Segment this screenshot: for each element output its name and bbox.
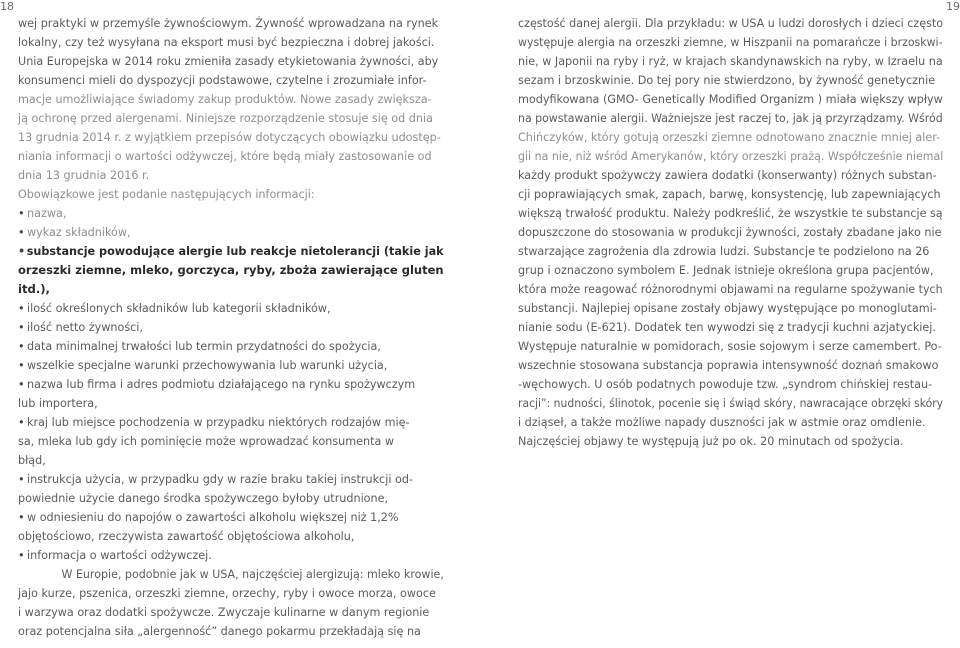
text-line: [18, 584, 444, 603]
line-text: Unia Europejska w 2014 roku zmieniła zasady etykietowania żywności, aby: [18, 55, 439, 68]
bullet-icon: •: [18, 321, 25, 334]
line-text: grup i oznaczono symbolem E. Jednak istnieje określona grupa pacjentów,: [518, 264, 934, 277]
line-text: substancje powodujące alergie lub reakcje nietolerancji (takie jak: [26, 244, 444, 258]
text-line: [18, 394, 444, 413]
text-line: [18, 71, 444, 90]
text-line: [518, 413, 943, 432]
line-text: dnia 13 grudnia 2016 r.: [18, 169, 150, 182]
line-text: Obowiązkowe jest podanie następujących informacji:: [18, 188, 315, 201]
text-line: [18, 185, 444, 204]
text-line: [18, 318, 444, 337]
line-text: ją ochronę przed alergenami. Niniejsze rozporządzenie stosuje się od dnia: [18, 112, 433, 125]
text-line: [518, 33, 943, 52]
line-text: powiednie użycie danego środka spożywczego byłoby utrudnione,: [18, 492, 389, 505]
line-text: która może reagować różnorodnymi objawami na regularne spożywanie tych: [518, 283, 943, 296]
right-text-column: [518, 14, 943, 451]
text-line: [18, 432, 444, 451]
text-line: [18, 546, 444, 565]
line-text: ilość określonych składników lub kategorii składników,: [27, 302, 331, 315]
bullet-icon: •: [18, 359, 25, 372]
line-text: 13 grudnia 2014 r. z wyjątkiem przepisów dotyczących obowiązku udostęp-: [18, 131, 441, 144]
line-text: sa, mleka lub gdy ich pominięcie może wprowadzać konsumenta w: [18, 435, 395, 448]
line-text: orzeszki ziemne, mleko, gorczyca, ryby, zboża zawierające gluten: [18, 263, 444, 277]
bullet-icon: •: [18, 207, 25, 220]
line-text: nazwa,: [27, 207, 67, 220]
line-text: Chińczyków, który gotują orzeszki ziemne odnotowano znacznie mniej aler-: [518, 131, 941, 144]
text-line: [518, 223, 943, 242]
line-text: modyfikowana (GMO- Genetically Modified Organizm ) miała większy wpływ: [518, 93, 943, 106]
line-text: częstość danej alergii. Dla przykładu: w USA u ludzi dorosłych i dzieci często: [518, 17, 944, 30]
page-number-left: 18: [0, 0, 14, 13]
bullet-icon: •: [18, 549, 25, 562]
line-text: każdy produkt spożywczy zawiera dodatki (konserwanty) różnych substan-: [518, 169, 937, 182]
text-line: [18, 470, 444, 489]
bullet-icon: •: [18, 340, 25, 353]
line-text: lokalny, czy też wysyłana na eksport musi być bezpieczna i dobrej jakości.: [18, 36, 435, 49]
text-line: [518, 299, 943, 318]
text-line: [518, 147, 944, 166]
line-text: błąd,: [18, 454, 46, 467]
text-line: [518, 280, 943, 299]
text-line: [518, 375, 943, 394]
text-line: [518, 109, 943, 128]
line-text: lub importera,: [18, 397, 98, 410]
line-text: racji”: nudności, ślinotok, pocenie się i świąd skóry, nawracające obrzęki skóry: [518, 397, 944, 410]
text-line: [18, 109, 444, 128]
page-number-right: 19: [946, 0, 960, 13]
line-text: w odniesieniu do napojów o zawartości alkoholu większej niż 1,2%: [27, 511, 399, 524]
line-text: jajo kurze, pszenica, orzeszki ziemne, orzechy, ryby i owoce morza, owoce: [18, 587, 436, 600]
bullet-icon: •: [18, 473, 25, 486]
text-line: [518, 261, 943, 280]
text-line: [518, 52, 943, 71]
text-line: [18, 622, 444, 641]
text-line: [18, 508, 444, 527]
line-text: dopuszczone do stosowania w produkcji żywności, zostały zbadane jako nie: [518, 226, 942, 239]
text-line: [18, 603, 444, 622]
text-line: [18, 375, 444, 394]
text-line: [18, 147, 444, 166]
line-text: oraz potencjalna siła „alergenność” danego pokarmu przekładają się na: [18, 625, 421, 638]
line-text: kraj lub miejsce pochodzenia w przypadku niektórych rodzajów mię-: [27, 416, 410, 429]
text-line: [18, 166, 444, 185]
text-line: [18, 14, 444, 33]
text-line: [18, 489, 444, 508]
text-line: [18, 128, 444, 147]
line-text: większą trwałość produktu. Należy podkreślić, że wszystkie te substancje są: [518, 207, 943, 220]
line-text: -węchowych. U osób podatnych powoduje tzw. „syndrom chińskiej restau-: [518, 378, 933, 391]
line-text: i warzywa oraz dodatki spożywcze. Zwyczaje kulinarne w danym regionie: [18, 606, 430, 619]
text-line: [518, 432, 943, 451]
text-line: [18, 413, 444, 432]
bullet-icon: •: [18, 416, 25, 429]
bullet-icon: •: [18, 378, 25, 391]
line-text: niania informacji o wartości odżywczej, które będą miały zastosowanie od: [18, 150, 432, 163]
text-line: [518, 185, 943, 204]
text-line: [518, 71, 943, 90]
text-line: [18, 565, 444, 584]
text-line: [18, 33, 444, 52]
text-line: [518, 394, 944, 413]
line-text: występuje alergia na orzeszki ziemne, w Hiszpanii na pomarańcze i brzoskwi-: [518, 36, 943, 49]
line-text: cji poprawiających smak, zapach, barwę, konsystencję, lub zapewniających: [518, 188, 941, 201]
text-line: [518, 14, 944, 33]
text-line: [518, 318, 943, 337]
line-text: Występuje naturalnie w pomidorach, sosie sojowym i serze camembert. Po-: [518, 340, 942, 353]
line-text: ilość netto żywności,: [27, 321, 143, 334]
text-line: [18, 204, 444, 223]
line-text: W Europie, podobnie jak w USA, najczęściej alergizują: mleko krowie,: [61, 568, 444, 581]
bullet-icon: •: [18, 244, 26, 258]
line-text: substancji. Najlepiej opisane zostały objawy występujące po monoglutami-: [518, 302, 937, 315]
line-text: wszechnie stosowana substancja poprawia intensywność doznań smakowo: [518, 359, 939, 372]
text-line: [18, 90, 444, 109]
line-text: wykaz składników,: [27, 226, 131, 239]
text-line: [518, 242, 943, 261]
bullet-icon: •: [18, 226, 25, 239]
text-line: [18, 356, 444, 375]
line-text: informacja o wartości odżywczej.: [27, 549, 212, 562]
line-text: wej praktyki w przemyśle żywnościowym. Żywność wprowadzana na rynek: [18, 17, 439, 30]
line-text: itd.),: [18, 282, 50, 296]
text-line: [18, 280, 444, 299]
line-text: objętościowo, rzeczywista zawartość objętościowa alkoholu,: [18, 530, 355, 543]
text-line: [18, 299, 444, 318]
line-text: gii na nie, niż wśród Amerykanów, który orzeszki prażą. Współcześnie niemal: [518, 150, 944, 163]
text-line: [18, 242, 444, 261]
line-text: data minimalnej trwałości lub termin przydatności do spożycia,: [27, 340, 381, 353]
line-text: stwarzające zagrożenia dla zdrowia ludzi. Substancje te podzielono na 26: [518, 245, 930, 258]
text-line: [18, 261, 444, 280]
text-line: [18, 527, 444, 546]
line-text: nie, w Japonii na ryby i ryż, w krajach skandynawskich na ryby, w Izraelu na: [518, 55, 943, 68]
line-text: na powstawanie alergii. Ważniejsze jest raczej to, jak ją przyrządzamy. Wśród: [518, 112, 943, 125]
text-line: [18, 52, 444, 71]
text-line: [518, 128, 943, 147]
line-text: macje umożliwiające świadomy zakup produktów. Nowe zasady zwiększa-: [18, 93, 432, 106]
text-line: [518, 356, 943, 375]
bullet-icon: •: [18, 302, 25, 315]
line-text: nianie sodu (E-621). Dodatek ten wywodzi się z tradycji kuchni azjatyckiej.: [518, 321, 936, 334]
line-text: nazwa lub firma i adres podmiotu działającego na rynku spożywczym: [27, 378, 416, 391]
line-text: i dziąseł, a także możliwe napady duszności jak w astmie oraz omdlenie.: [518, 416, 926, 429]
text-line: [18, 223, 444, 242]
line-text: Najczęściej objawy te występują już po ok. 20 minutach od spożycia.: [518, 435, 904, 448]
line-text: wszelkie specjalne warunki przechowywania lub warunki użycia,: [27, 359, 388, 372]
line-text: sezam i brzoskwinie. Do tej pory nie stwierdzono, by żywność genetycznie: [518, 74, 936, 87]
text-line: [18, 337, 444, 356]
bullet-icon: •: [18, 511, 25, 524]
text-line: [518, 166, 943, 185]
text-line: [518, 204, 941, 223]
text-line: [518, 337, 943, 356]
left-text-column: [18, 14, 444, 641]
line-text: instrukcja użycia, w przypadku gdy w razie braku takiej instrukcji od-: [27, 473, 413, 486]
line-text: konsumenci mieli do dyspozycji podstawowe, czytelne i zrozumiałe infor-: [18, 74, 427, 87]
text-line: [518, 90, 943, 109]
text-line: [18, 451, 444, 470]
